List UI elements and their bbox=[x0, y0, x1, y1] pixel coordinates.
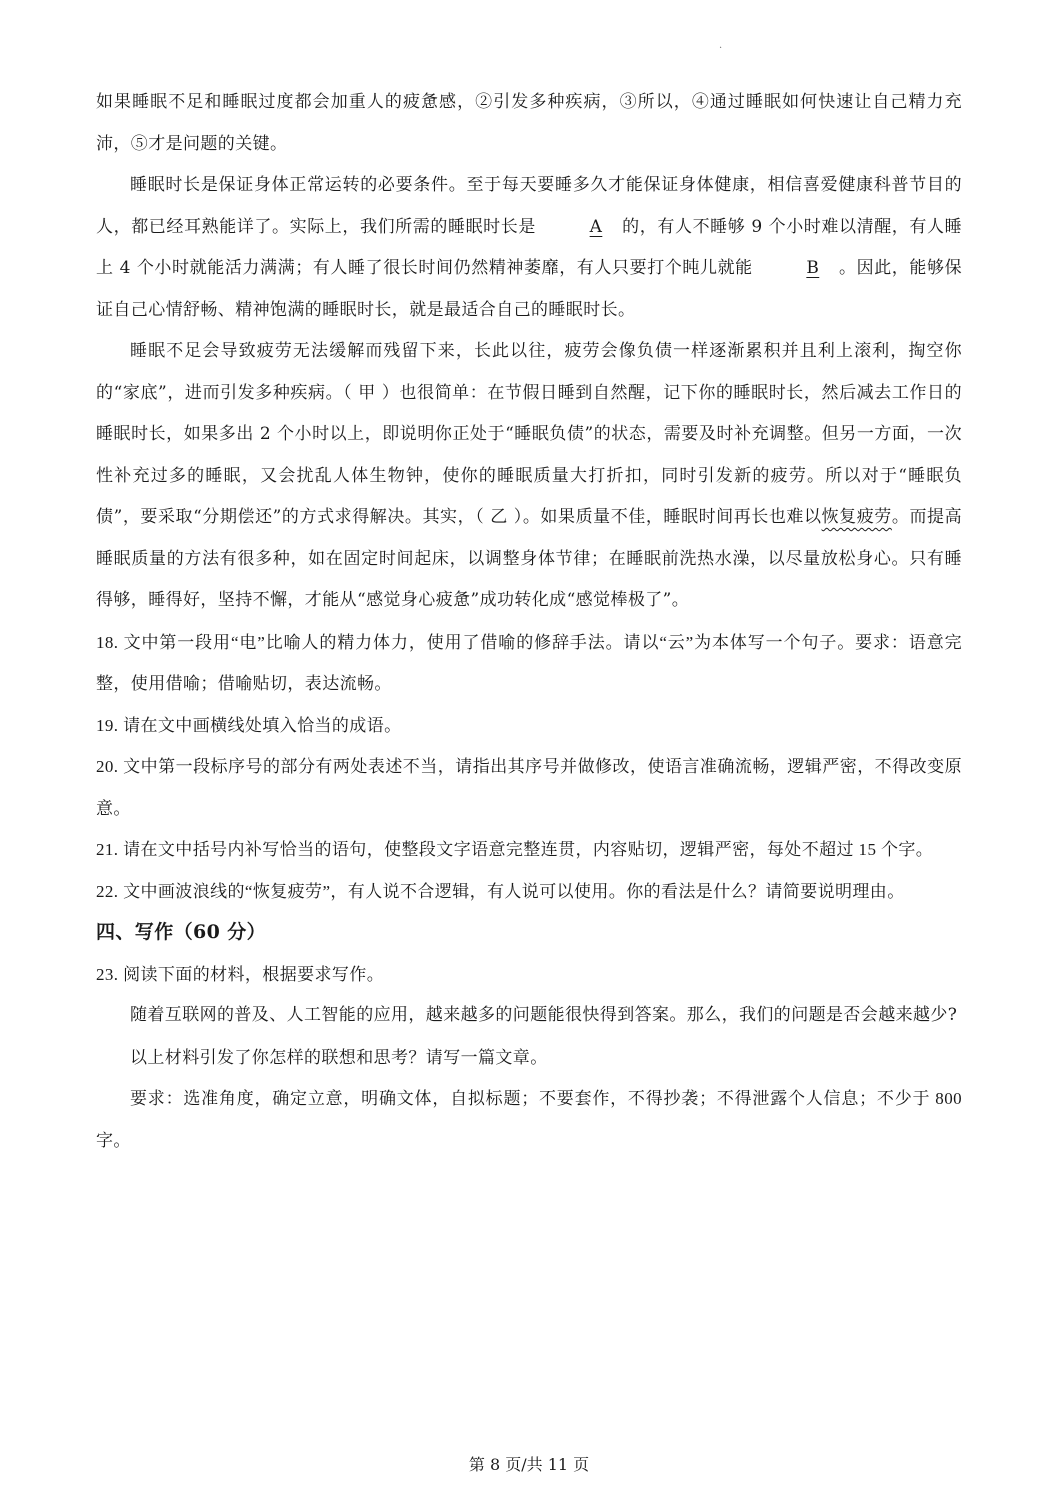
question-21: 21. 请在文中括号内补写恰当的语句，使整段文字语意完整连贯，内容贴切，逻辑严密，每处不超过 15 个字。 bbox=[96, 840, 934, 859]
writing-prompt: 以上材料引发了你怎样的联想和思考？请写一篇文章。 bbox=[130, 1047, 548, 1067]
paragraph-1: 如果睡眠不足和睡眠过度都会加重人的疲惫感，②引发多种疾病，③所以，④通过睡眠如何快速让自己精力充沛，⑤才是问题的关键。 bbox=[96, 92, 962, 154]
paragraph-3: 睡眠不足会导致疲劳无法缓解而残留下来，长此以往，疲劳会像负债一样逐渐累积并且利上滚利，掏空你的“家底”，进而引发多种疾病。（ 甲 ）也很简单：在节假日睡到自然醒，记下你的睡眠时长，然后减去工作日的睡眠时长，如果多出 2 个小时以上，即说明你正处于“睡眠负债”的状态，需要及时补充调整。但另一方面，一次性补充过多的睡眠，又会扰乱人体生物钟，使你的睡眠质量大打折扣，同时引发新的疲劳。所以对于“睡眠负债”，要采取“分期偿还”的方式求得解决。其实，（ 乙 ）。如果质量不佳，睡眠时间再长也难以恢复疲劳。而提高睡眠质量的方法有很多种，如在固定时间起床，以调整身体节律；在睡眠前洗热水澡，以尽量放松身心。只有睡得够，睡得好，坚持不懈，才能从“感觉身心疲惫”成功转化成“感觉棒极了”。 bbox=[96, 341, 962, 610]
paragraph-2: 睡眠时长是保证身体正常运转的必要条件。至于每天要睡多久才能保证身体健康，相信喜爱健康科普节目的人，都已经耳熟能详了。实际上，我们所需的睡眠时长是 A 的，有人不睡够 9 个小时难以清醒，有人睡上 4 个小时就能活力满满；有人睡了很长时间仍然精神萎靡，有人只要打个盹儿就能 B 。因此，能够保证自己心情舒畅、精神饱满的睡眠时长，就是最适合自己的睡眠时长。 bbox=[96, 175, 962, 320]
section-title: 四、写作（60 分） bbox=[96, 921, 267, 943]
writing-requirements: 要求：选准角度，确定立意，明确文体，自拟标题；不要套作，不得抄袭；不得泄露个人信息；不少于 800 字。 bbox=[96, 1089, 962, 1150]
page-body bbox=[96, 82, 962, 1161]
question-22: 22. 文中画波浪线的“恢复疲劳”，有人说不合逻辑，有人说可以使用。你的看法是什么？请简要说明理由。 bbox=[96, 881, 905, 901]
question-23: 23. 阅读下面的材料，根据要求写作。 bbox=[96, 964, 385, 984]
question-18: 18. 文中第一段用“电”比喻人的精力体力，使用了借喻的修辞手法。请以“云”为本体写一个句子。要求：语意完整，使用借喻；借喻贴切，表达流畅。 bbox=[96, 632, 962, 693]
blank-b: B bbox=[806, 258, 820, 278]
scan-mark: . bbox=[719, 40, 723, 51]
blank-a: A bbox=[589, 216, 603, 237]
question-20: 20. 文中第一段标序号的部分有两处表述不当，请指出其序号并做修改，使语言准确流畅，逻辑严密，不得改变原意。 bbox=[96, 757, 962, 818]
writing-material: 随着互联网的普及、人工智能的应用，越来越多的问题能很快得到答案。那么，我们的问题是否会越来越少? bbox=[130, 1005, 958, 1025]
page-footer: 第 8 页/共 11 页 bbox=[468, 1455, 590, 1474]
wavy-underlined-phrase: 恢复疲劳 bbox=[821, 507, 892, 527]
question-19: 19. 请在文中画横线处填入恰当的成语。 bbox=[96, 715, 402, 735]
